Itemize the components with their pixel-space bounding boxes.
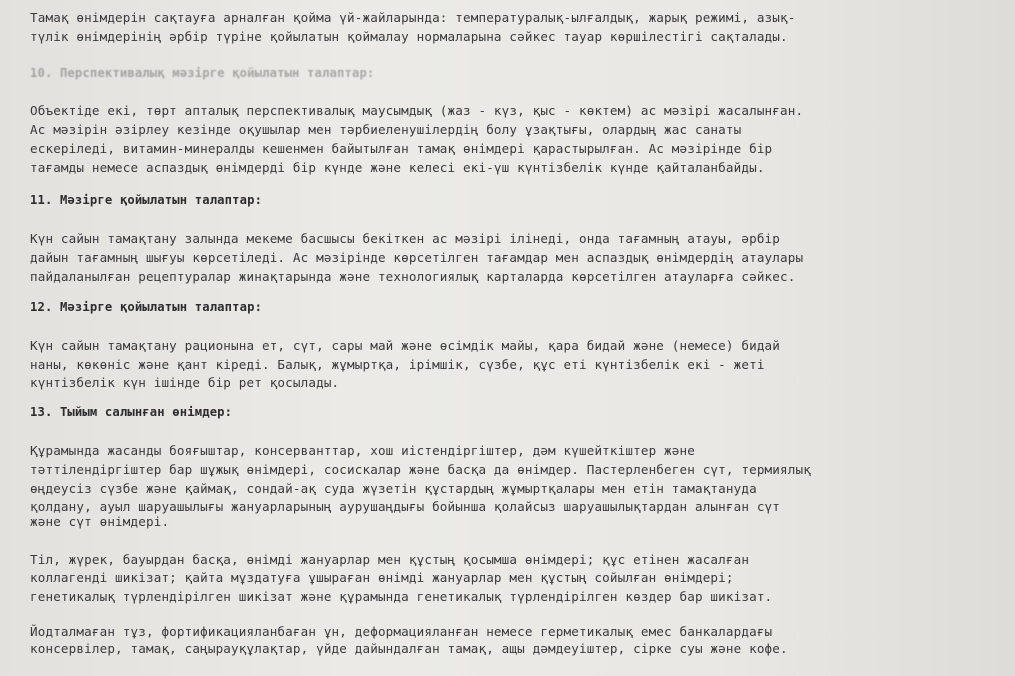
section-13-p1-line: өңдеусіз сүзбе және қаймақ, сондай-ақ суда жүзетін құстардың жұмыртқалары мен етін тамақтануда [30, 481, 757, 496]
section-13-p3-line: консервілер, тамақ, саңырауқұлақтар, үйде дайындалған тамақ, ащы дәмдеуіштер, сірке суы және кофе. [30, 641, 788, 656]
section-12-line: наны, көкөніс және қант кіреді. Балық, жұмыртқа, ірімшік, сүзбе, құс еті күнтізбелік екі - жеті [30, 357, 765, 372]
section-13-p2-line: коллагенді шикізат; қайта мұздатуға ұшыраған өнімді жануарлар мен құстың сойылған өнімдері; [30, 570, 734, 585]
section-12-line: күнтізбелік күн ішінде бір рет қосылады. [30, 375, 340, 390]
section-13-p1-line: қолдану, ауыл шаруашылығы жануарларының аурушаңдығы бойынша қолайсыз шаруашылықтардан алынған сүт [30, 499, 781, 514]
section-12-heading: 12. Мәзірге қойылатын талаптар: [30, 300, 263, 314]
intro-line: түлік өнімдерінің әрбір түріне қойылатын қоймалау нормаларына сәйкес тауар көршілестігі сақталады. [30, 29, 788, 44]
section-12-line: Күн сайын тамақтану рационына ет, сүт, сары май және өсімдік майы, қара бидай және (немесе) бидай [30, 338, 781, 353]
section-10-line: ескеріледі, витамин-минералды кешенмен байытылған тамақ өнімдері қарастырылған. Ас мәзірінде бір [30, 141, 773, 156]
section-10-line: Ас мәзірін әзірлеу кезінде оқушылар мен тәрбиеленушілердің болу ұзақтығы, олардың жас санаты [30, 122, 742, 137]
intro-line: Тамақ өнімдерін сақтауға арналған қойма үй-жайларында: температуралық-ылғалдық, жарық режимі, азық- [30, 10, 796, 25]
section-11-line: Күн сайын тамақтану залында мекеме басшысы бекіткен ас мәзірі ілінеді, онда тағамның атауы, әрбір [30, 231, 781, 246]
section-13-p1-line: Құрамында жасанды бояғыштар, консерванттар, хош иістендіргіштер, дәм күшейткіштер және [30, 443, 695, 458]
section-13-p2-line: генетикалық түрлендірілген шикізат және құрамында генетикалық түрлендірілген көздер бар шикізат. [30, 589, 773, 604]
section-10-line: тағамды немесе аспаздық өнімдерді бір күнде және келесі екі-үш күнтізбелік күнде қайталанбайды. [30, 160, 765, 175]
section-11-heading: 11. Мәзірге қойылатын талаптар: [30, 193, 263, 207]
section-10-line: Объектіде екі, төрт апталық перспективалық маусымдық (жаз - күз, қыс - көктем) ас мәзірі жасалынған. [30, 103, 804, 118]
section-13-p2-line: Тіл, жүрек, бауырдан басқа, өнімді жануарлар мен құстың қосымша өнімдері; құс етінен жасалған [30, 552, 750, 567]
section-13-p3-line: Йодталмаған тұз, фортификацияланбаған ұн, деформацияланған немесе герметикалық емес банкалардағы [30, 624, 773, 639]
section-10-heading: 10. Перспективалық мәзірге қойылатын талаптар: [30, 66, 375, 80]
section-13-p1-line: және сүт өнімдері. [30, 514, 170, 529]
section-13-p1-line: тәттілендіргіштер бар шұжық өнімдері, сосискалар және басқа да өнімдер. Пастерленбеген сүт, термиялық [30, 462, 811, 477]
section-13-heading: 13. Тыйым салынған өнімдер: [30, 405, 233, 419]
section-11-line: пайдаланылған рецептуралар жинақтарында және технологиялық карталарда көрсетілген атауларға сәйкес. [30, 269, 796, 284]
section-11-line: дайын тағамның шығуы көрсетіледі. Ас мәзірінде көрсетілген тағамдар мен аспаздық өнімдердің атаулары [30, 250, 804, 265]
